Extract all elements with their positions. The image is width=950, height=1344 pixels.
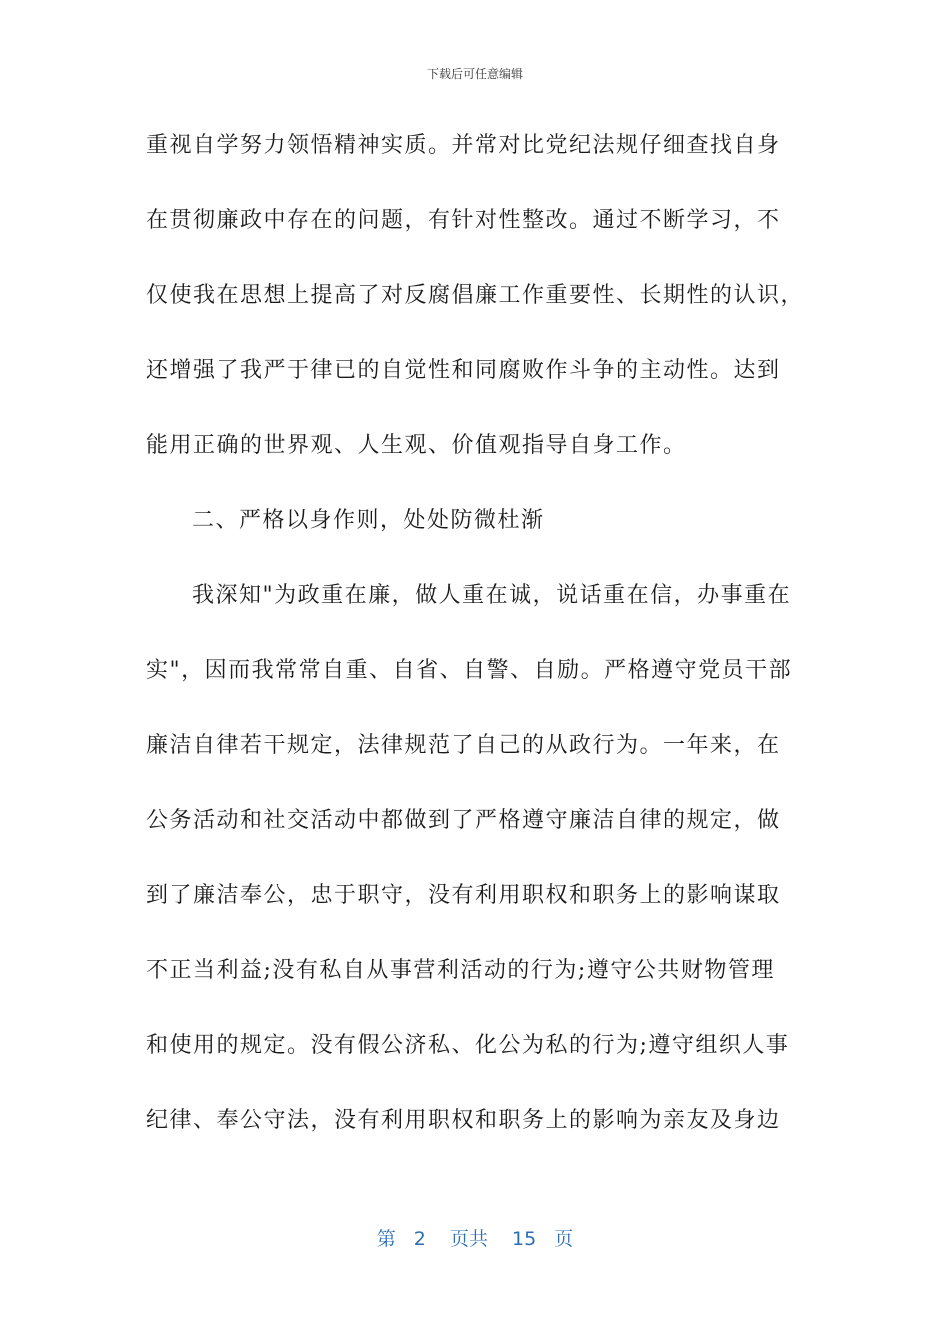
paragraph-line: 到了廉洁奉公，忠于职守，没有利用职权和职务上的影响谋取 bbox=[146, 883, 781, 908]
page-header-note: 下载后可任意编辑 bbox=[426, 67, 523, 81]
paragraph-line: 我深知"为政重在廉，做人重在诚，说话重在信，办事重在 bbox=[192, 583, 792, 608]
paragraph-line: 廉洁自律若干规定，法律规范了自己的从政行为。一年来，在 bbox=[146, 733, 781, 758]
section-heading: 二、严格以身作则，处处防微杜渐 bbox=[192, 508, 545, 533]
footer-suffix: 页 bbox=[554, 1228, 574, 1250]
paragraph-line: 纪律、奉公守法，没有利用职权和职务上的影响为亲友及身边 bbox=[146, 1108, 781, 1133]
paragraph-line: 实"，因而我常常自重、自省、自警、自励。严格遵守党员干部 bbox=[146, 658, 793, 683]
footer-middle: 页共 bbox=[449, 1228, 488, 1250]
footer-total-pages: 15 bbox=[512, 1228, 537, 1250]
paragraph-line: 公务活动和社交活动中都做到了严格遵守廉洁自律的规定，做 bbox=[146, 808, 781, 833]
document-body bbox=[146, 124, 808, 1174]
paragraph-line: 不正当利益;没有私自从事营利活动的行为;遵守公共财物管理 bbox=[146, 958, 775, 983]
paragraph-line: 还增强了我严于律已的自觉性和同腐败作斗争的主动性。达到 bbox=[146, 358, 781, 383]
page-footer bbox=[0, 1226, 950, 1252]
footer-current-page: 2 bbox=[413, 1228, 426, 1250]
paragraph-line: 能用正确的世界观、人生观、价值观指导自身工作。 bbox=[146, 433, 687, 458]
paragraph-line: 重视自学努力领悟精神实质。并常对比党纪法规仔细查找自身 bbox=[146, 133, 781, 158]
paragraph-line: 在贯彻廉政中存在的问题，有针对性整改。通过不断学习，不 bbox=[146, 208, 781, 233]
paragraph-line: 和使用的规定。没有假公济私、化公为私的行为;遵守组织人事 bbox=[146, 1033, 790, 1058]
paragraph-line: 仅使我在思想上提高了对反腐倡廉工作重要性、长期性的认识， bbox=[146, 283, 805, 308]
footer-prefix: 第 bbox=[376, 1228, 396, 1250]
